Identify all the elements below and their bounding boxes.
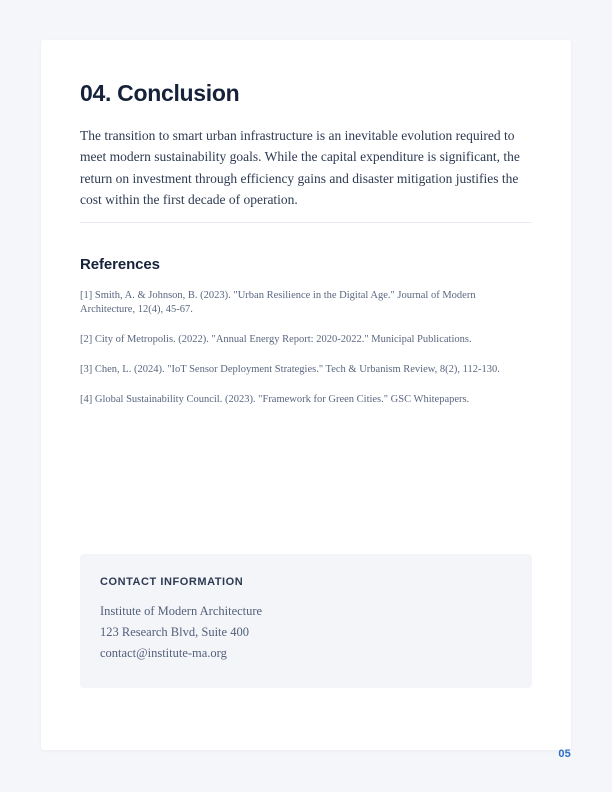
list-item: [1] Smith, A. & Johnson, B. (2023). "Urban Resilience in the Digital Age." Journal of Modern Architecture, 12(4), 45-67. bbox=[80, 289, 476, 315]
contact-email: contact@institute-ma.org bbox=[100, 646, 227, 661]
references-heading: References bbox=[80, 255, 160, 273]
page-title: 04. Conclusion bbox=[80, 80, 240, 106]
contact-information-panel bbox=[80, 554, 532, 688]
references-list bbox=[80, 274, 532, 407]
document-page-card bbox=[41, 40, 571, 750]
conclusion-paragraph: The transition to smart urban infrastructure is an inevitable evolution required to meet modern sustainability goals. While the capital expenditure is significant, the return on investment through efficiency gains and disaster mitigation justifies the cost within the first decade of operation. bbox=[80, 127, 520, 208]
list-item: [4] Global Sustainability Council. (2023). "Framework for Green Cities." GSC Whitepapers. bbox=[80, 393, 470, 405]
page-number: 05 bbox=[558, 748, 571, 760]
list-item: [3] Chen, L. (2024). "IoT Sensor Deployment Strategies." Tech & Urbanism Review, 8(2), 112-130. bbox=[80, 363, 500, 375]
contact-organization: Institute of Modern Architecture bbox=[100, 604, 263, 619]
contact-panel-label: CONTACT INFORMATION bbox=[100, 576, 244, 588]
list-item: [2] City of Metropolis. (2022). "Annual Energy Report: 2020-2022." Municipal Publications. bbox=[80, 333, 472, 345]
page-content bbox=[80, 40, 532, 407]
contact-address: 123 Research Blvd, Suite 400 bbox=[100, 625, 249, 640]
contact-details bbox=[100, 589, 512, 664]
